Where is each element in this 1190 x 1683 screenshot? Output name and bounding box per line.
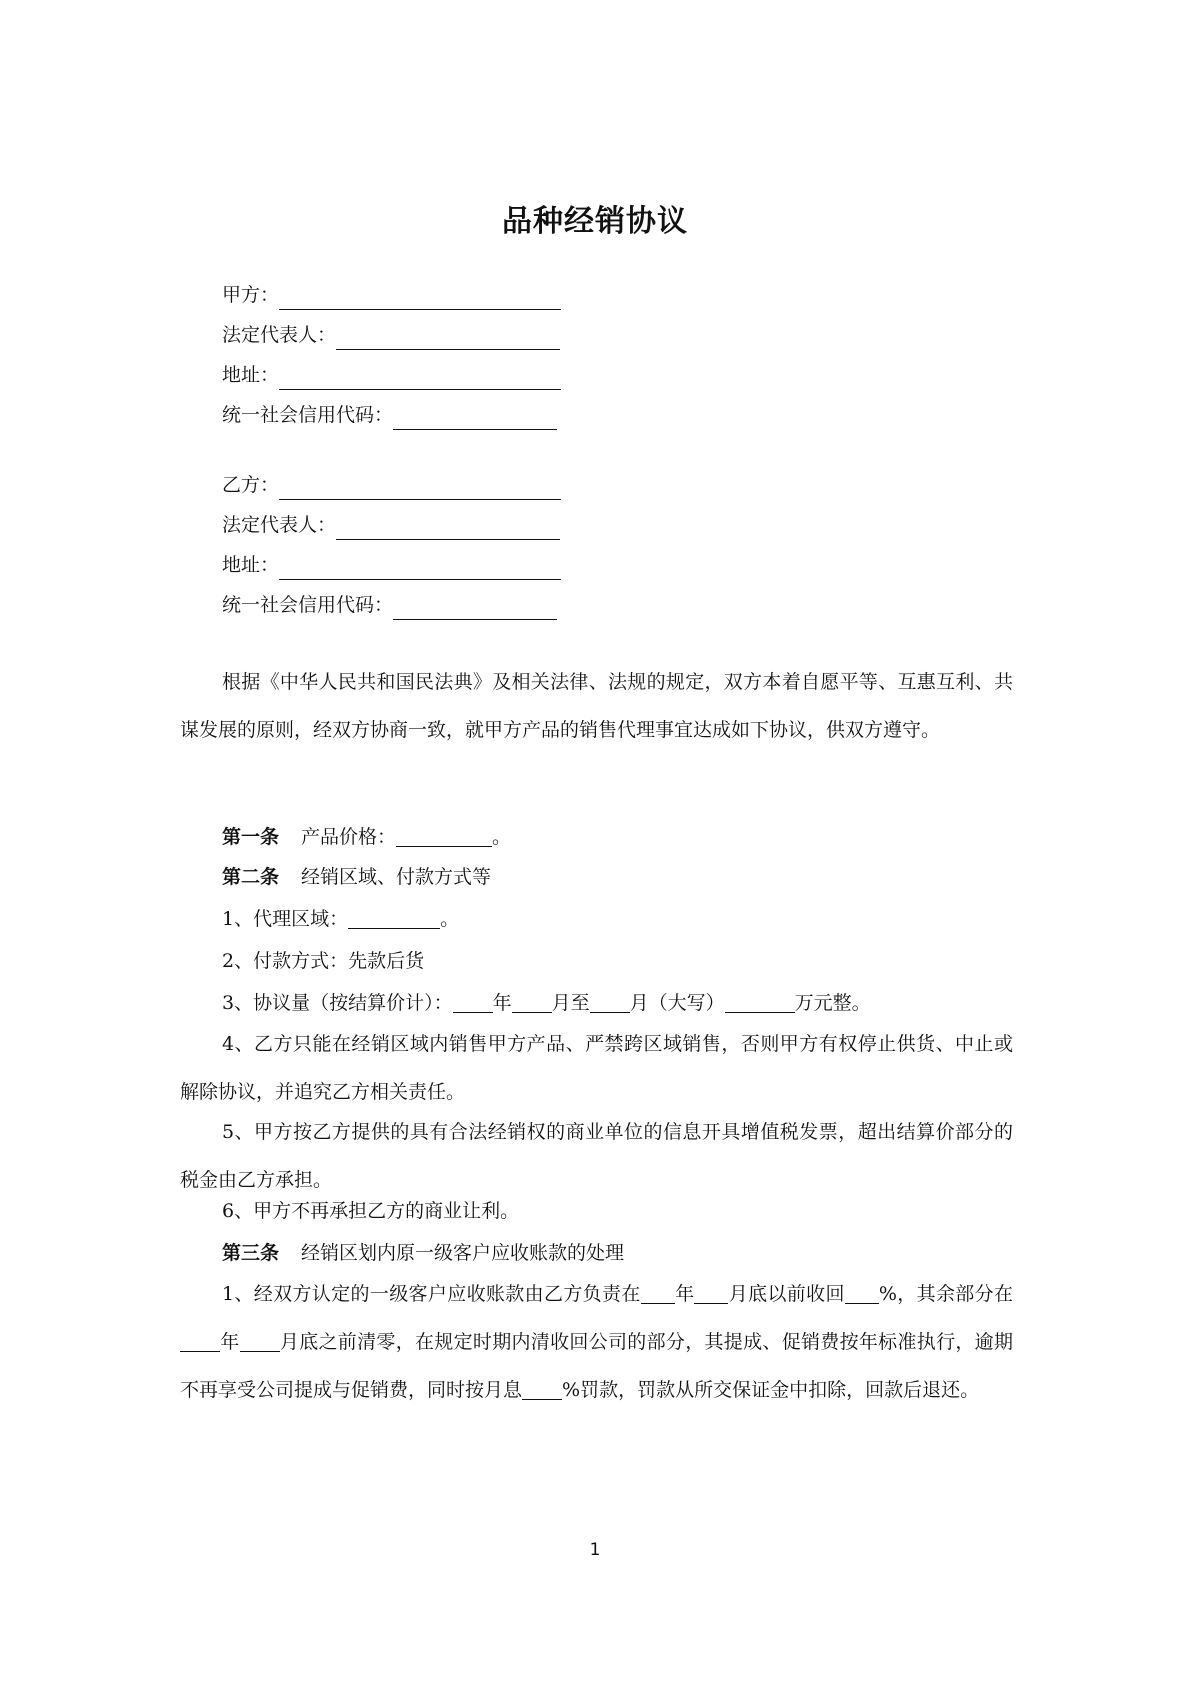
article-2-item-3-part-1: 3、协议量（按结算价计）： <box>222 992 453 1014</box>
agency-region-blank[interactable] <box>348 908 440 929</box>
party-b-credit-blank[interactable] <box>393 597 557 620</box>
article-3-item-1-part-7: %罚款，罚款从所交保证金中扣除，回款后退还。 <box>562 1379 980 1401</box>
party-a-address-line <box>222 360 561 390</box>
article-2-item-3-part-3: 月至 <box>551 992 590 1014</box>
article-3-heading: 第三条 <box>222 1242 280 1264</box>
party-b-name-line <box>222 470 561 500</box>
clearance-month-blank[interactable] <box>240 1331 280 1352</box>
quantity-amount-blank[interactable] <box>725 992 795 1013</box>
party-b-rep-label: 法定代表人： <box>222 514 337 536</box>
collection-month-blank[interactable] <box>694 1283 728 1304</box>
party-b-address-label: 地址： <box>222 554 280 576</box>
article-2 <box>222 862 491 892</box>
party-a-address-label: 地址： <box>222 364 280 386</box>
article-2-item-4: 4、乙方只能在经销区域内销售甲方产品、严禁跨区域销售，否则甲方有权停止供货、中止或解除协议，并追究乙方相关责任。 <box>180 1033 1013 1103</box>
party-a-credit-blank[interactable] <box>393 407 557 430</box>
party-a-name-line <box>222 280 561 310</box>
penalty-rate-blank[interactable] <box>522 1379 562 1400</box>
preamble-paragraph: 根据《中华人民共和国民法典》及相关法律、法规的规定，双方本着自愿平等、互惠互利、共谋发展的原则，经双方协商一致，就甲方产品的销售代理事宜达成如下协议，供双方遵守。 <box>180 671 1013 741</box>
party-b-address-blank[interactable] <box>279 557 561 580</box>
article-3-item-1-part-3: 月底以前收回 <box>728 1283 845 1305</box>
article-3-item-1-part-6: 月底之前清零，在规定时期内清收回公司的部分，其提成、促销费按年标准执行，逾期不再享受公司提成与促销费，同时按月息 <box>180 1331 1013 1401</box>
party-b-address-line <box>222 550 561 580</box>
article-3 <box>222 1238 624 1268</box>
article-2-item-3-part-5: 万元整。 <box>794 992 871 1014</box>
article-3-item-1-part-2: 年 <box>674 1283 695 1305</box>
article-2-item-5: 5、甲方按乙方提供的具有合法经销权的商业单位的信息开具增值税发票，超出结算价部分的税金由乙方承担。 <box>180 1121 1013 1191</box>
article-2-text: 经销区域、付款方式等 <box>301 866 492 888</box>
party-b-name-blank[interactable] <box>279 477 561 500</box>
article-2-item-6: 6、甲方不再承担乙方的商业让利。 <box>222 1200 520 1222</box>
collection-percent-blank[interactable] <box>845 1283 879 1304</box>
party-b-credit-label: 统一社会信用代码： <box>222 594 394 616</box>
party-a-credit-label: 统一社会信用代码： <box>222 404 394 426</box>
document-title: 品种经销协议 <box>502 204 688 239</box>
article-3-item-1-part-4: %，其余部分在 <box>878 1283 1013 1305</box>
party-a-rep-blank[interactable] <box>336 327 560 350</box>
party-a-rep-line <box>222 320 560 350</box>
article-2-item-3-part-4: 月（大写） <box>629 992 725 1014</box>
article-2-item-3 <box>222 988 871 1018</box>
party-a-name-label: 甲方： <box>222 284 280 306</box>
article-2-item-1-end: 。 <box>440 908 460 930</box>
article-2-item-3-part-2: 年 <box>492 992 512 1014</box>
party-a-rep-label: 法定代表人： <box>222 324 337 346</box>
article-2-item-2: 2、付款方式：先款后货 <box>222 950 425 972</box>
article-1 <box>222 822 511 852</box>
product-price-blank[interactable] <box>396 826 492 847</box>
party-a-name-blank[interactable] <box>279 287 561 310</box>
article-2-heading: 第二条 <box>222 866 280 888</box>
article-2-item-1 <box>222 904 459 934</box>
quantity-month-end-blank[interactable] <box>590 992 630 1013</box>
article-3-item-1-part-1: 1、经双方认定的一级客户应收账款由乙方负责在 <box>222 1283 641 1305</box>
party-b-name-label: 乙方： <box>222 474 280 496</box>
article-1-end: 。 <box>492 826 512 848</box>
quantity-year-blank[interactable] <box>453 992 493 1013</box>
collection-year-blank[interactable] <box>641 1283 675 1304</box>
article-2-item-1-text: 1、代理区域： <box>222 908 349 930</box>
party-a-address-blank[interactable] <box>279 367 561 390</box>
clearance-year-blank[interactable] <box>180 1331 220 1352</box>
article-3-item-1 <box>180 1270 1013 1414</box>
party-a-credit-line <box>222 400 557 430</box>
party-b-rep-line <box>222 510 560 540</box>
article-3-item-1-part-5: 年 <box>220 1331 240 1353</box>
party-b-rep-blank[interactable] <box>336 517 560 540</box>
article-3-text: 经销区划内原一级客户应收账款的处理 <box>301 1242 625 1264</box>
article-1-text: 产品价格： <box>301 826 397 848</box>
article-1-heading: 第一条 <box>222 826 280 848</box>
party-b-credit-line <box>222 590 557 620</box>
page-number: 1 <box>589 1540 601 1560</box>
quantity-month-start-blank[interactable] <box>512 992 552 1013</box>
